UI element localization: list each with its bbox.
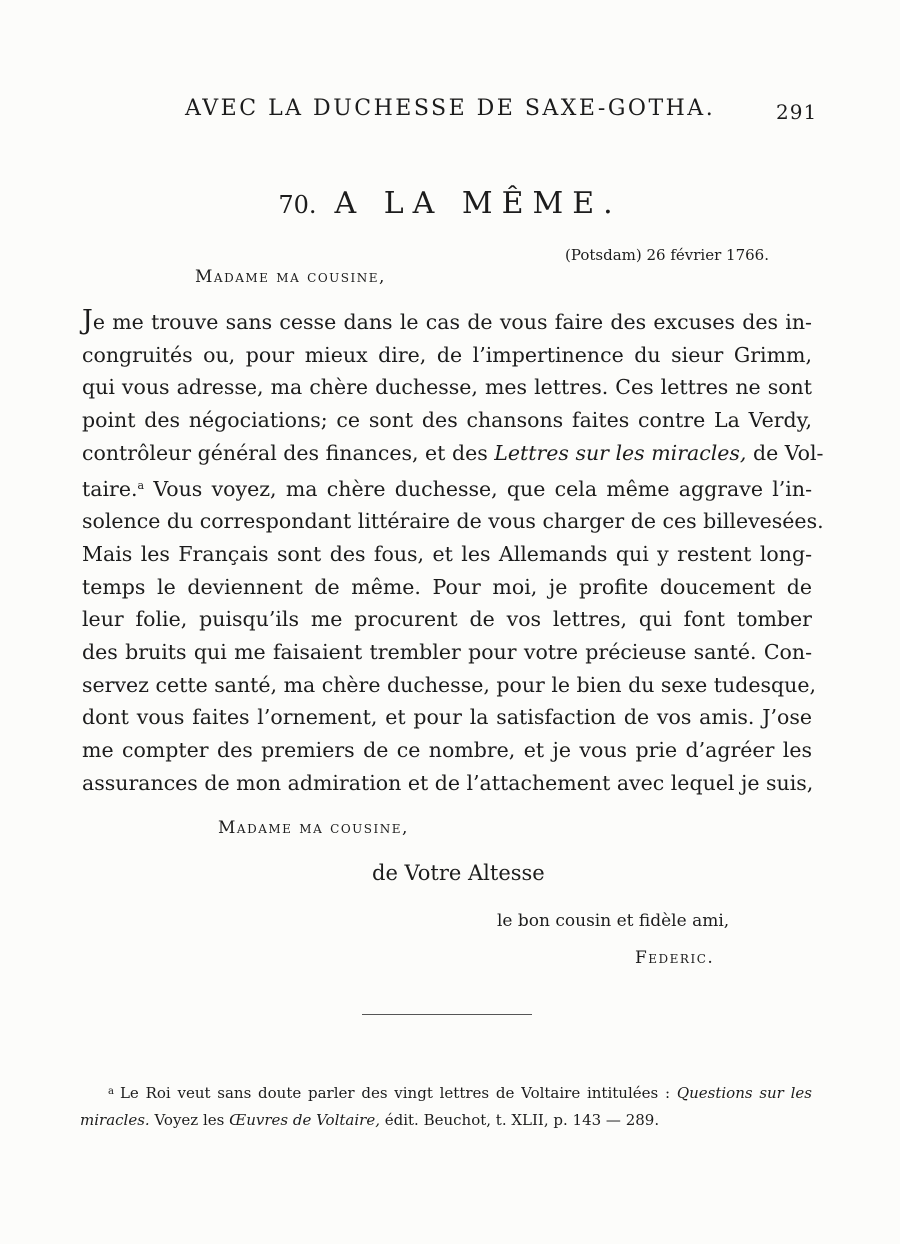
running-head: AVEC LA DUCHESSE DE SAXE-GOTHA. [185, 96, 716, 121]
footnote-line [80, 1107, 812, 1134]
body-line: qui vous adresse, ma chère duchesse, mes lettres. Ces lettres ne sont [82, 375, 812, 400]
body-line: solence du correspondant littéraire de vous charger de ces billevesées. [82, 509, 824, 534]
footnote-italic: miracles. [80, 1111, 150, 1129]
body-line-text: e me trouve sans cesse dans le cas de vous faire des excuses des in- [92, 310, 812, 334]
body-line: Mais les Français sont des fous, et les Allemands qui y restent long- [82, 541, 812, 566]
divider [362, 1014, 532, 1015]
body-line-text: Vous voyez, ma chère duchesse, que cela même aggrave l’in- [153, 476, 812, 501]
body-line: me compter des premiers de ce nombre, et je vous prie d’agréer les [82, 738, 812, 763]
body-line [82, 305, 812, 339]
footnote [80, 1078, 812, 1134]
body-line [82, 437, 824, 470]
footnote-text: édit. Beuchot, t. XLII, p. 143 — 289. [384, 1111, 660, 1129]
body-line: congruités ou, pour mieux dire, de l’impertinence du sieur Grimm, [82, 342, 812, 367]
page-number: 291 [776, 100, 818, 124]
letter-body [82, 305, 824, 800]
body-line: point des négociations; ce sont des chansons faites contre La Verdy, [82, 408, 812, 433]
body-line: des bruits qui me faisaient trembler pour votre précieuse santé. Con- [82, 640, 812, 665]
body-line: leur folie, puisqu’ils me procurent de vos lettres, qui font tomber [82, 607, 812, 632]
letter-number: 70. [278, 191, 317, 219]
footnote-italic: Œuvres de Voltaire, [229, 1111, 380, 1129]
dropcap: J [82, 305, 93, 336]
letter-heading [0, 186, 900, 221]
footnote-mark: a [137, 478, 145, 492]
book-title: Lettres sur les miracles, [494, 440, 747, 465]
body-line-text: taire. [82, 476, 138, 501]
footnote-text: Le Roi veut sans doute parler des vingt lettres de Voltaire intitulées : [119, 1084, 671, 1102]
body-line: temps le deviennent de même. Pour moi, je profite doucement de [82, 574, 812, 599]
letter-title: A LA MÊME. [334, 186, 622, 221]
closing-title: de Votre Altesse [372, 861, 545, 885]
salutation: Madame ma cousine, [195, 267, 386, 287]
body-line: dont vous faites l’ornement, et pour la satisfaction de vos amis. J’ose [82, 705, 812, 730]
signature: Federic. [635, 948, 715, 968]
body-line: servez cette santé, ma chère duchesse, pour le bien du sexe tudesque, [82, 672, 816, 697]
dateline: (Potsdam) 26 février 1766. [565, 246, 769, 264]
footnote-text: Voyez les [154, 1111, 225, 1129]
footnote-italic: Questions sur les [676, 1084, 812, 1102]
body-line [82, 470, 812, 506]
closing-phrase: le bon cousin et fidèle ami, [497, 911, 730, 931]
closing-salutation: Madame ma cousine, [218, 818, 409, 838]
body-line-text: contrôleur général des finances, et des [82, 440, 488, 465]
body-line-text: de Vol- [752, 440, 824, 465]
footnote-marker: a [108, 1086, 114, 1097]
body-line: assurances de mon admiration et de l’attachement avec lequel je suis, [82, 770, 814, 795]
footnote-line [80, 1078, 812, 1107]
